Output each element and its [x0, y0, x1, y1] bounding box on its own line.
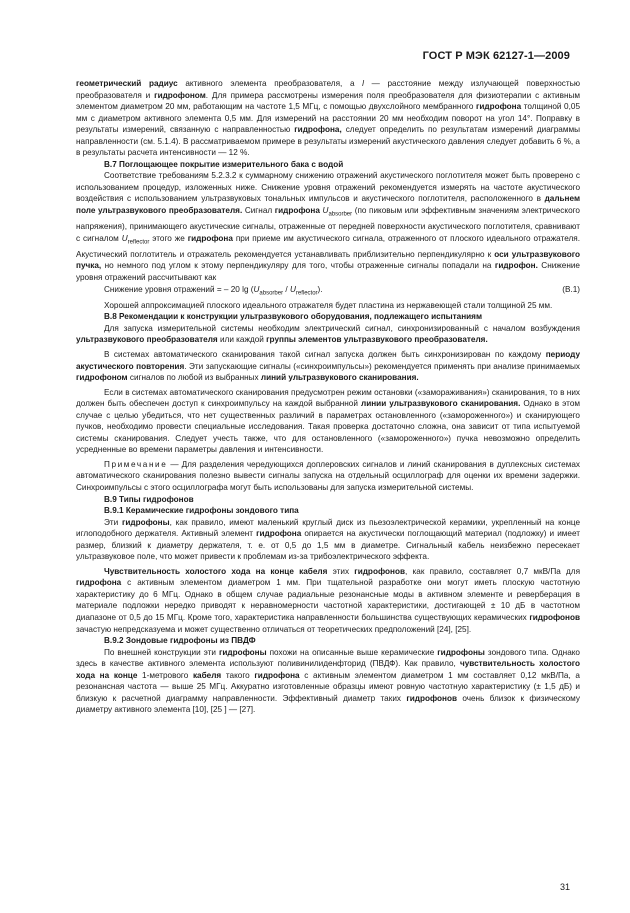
text-run: Снижение уровня отражений = – 20 lg ( [104, 284, 254, 294]
note-paragraph [76, 459, 580, 494]
text-run: геометрический радиус [76, 79, 178, 88]
text-run: такого [221, 670, 255, 680]
text-run: гидрофоном [76, 373, 128, 383]
text-run: 1-метрового [137, 670, 193, 680]
text-run: Если в системах автоматического сканирования предусмотрен режим остановки («замораживания») сканирования, то в них должен быть обеспечен доступ к синхроимпульсу на каждой выбранной [76, 387, 580, 409]
text-run: гидрофонов [354, 566, 405, 576]
text-run: U [121, 233, 128, 243]
text-run: Снижение уровня отражений рассчитывают как [76, 261, 580, 283]
text-run: оси ультразвукового пучка, [76, 249, 580, 271]
text-run: гидрофона [256, 529, 302, 539]
text-run: периоду акустического повторения [76, 349, 580, 371]
text-run: . Для примера рассмотрены измерения поля преобразователя для физиотерапии с активным элементом диаметром 20 мм, работающим на частоте 1,5 МГц, с помощью двухслойного мембранного [76, 90, 580, 112]
formula-number: (В.1) [562, 284, 580, 294]
text-run: U [322, 206, 329, 216]
text-run: группы элементов ультразвукового преобразователя. [266, 335, 488, 345]
section-heading-b9: В.9 Типы гидрофонов [104, 494, 194, 504]
text-run: Чувствительность холостого хода на конце кабеля [104, 566, 328, 576]
paragraph-absorber [76, 170, 580, 283]
text-run: reflector [127, 239, 150, 246]
text-run: дальнем поле ультразвукового преобразователя. [76, 194, 580, 216]
formula-b1 [76, 284, 580, 300]
text-run: ультразвукового преобразователя [76, 335, 218, 345]
formula-expression [104, 284, 323, 300]
text-run: Соответствие требованиям 5.2.3.2 к суммарному снижению отражений акустического поглотителя может быть проверено с использованием процедур, изложенных ниже. Снижение уровня отражений рекомендуется измерять на частоте акустического воздействия с использованием ультразвуковых тональных импульсов и акустического поглотителя, расположенного в [76, 171, 580, 204]
text-run: гидрофона [187, 233, 233, 243]
text-run: ). [317, 284, 323, 294]
section-heading-b91: В.9.1 Керамические гидрофоны зондового типа [104, 506, 299, 516]
text-run: гидрофонов [529, 612, 580, 622]
text-run: гидрофона, [294, 125, 342, 135]
text-run: зондового типа. Однако здесь в качестве активного элемента используют поливинилиденфторид (ПВДФ). Как правило, [76, 647, 580, 669]
page-number: 31 [559, 882, 570, 892]
text-run: чувствительность холостого хода на конце [76, 659, 580, 680]
text-run: reflector [295, 290, 318, 297]
text-run: гидрофона [76, 578, 122, 588]
text-run: U [253, 284, 260, 294]
text-run: гидрофоны [437, 647, 485, 657]
section-heading-b92: В.9.2 Зондовые гидрофоны из ПВДФ [104, 636, 256, 646]
note-label: Примечание [104, 459, 168, 469]
text-run: Хорошей аппроксимацией плоского идеального отражателя будет пластина из нержавеющей стали толщиной 25 мм. [104, 300, 553, 310]
section-heading-b7: В.7 Поглощающее покрытие измерительного бака с водой [104, 159, 344, 169]
text-run: гидрофонов [406, 693, 458, 703]
text-run: В системах автоматического сканирования такой сигнал запуска должен быть синхронизирован по каждому [104, 349, 546, 359]
text-run: (по пиковым или эффективным значениям электрического напряжения), принимающего акустические сигналы, отраженные от передней поверхности акустического поглотителя, сравнивают с сигналом [76, 206, 580, 243]
text-run: гидрофона [475, 102, 522, 112]
text-run: следует определить по результатам измерений диаграммы направленности (см. 5.1.4). В рассматриваемом примере в результаты измерений акустического давления следует добавить 6 %, а в результаты расчета интенсивности — 12 %. [76, 125, 580, 158]
paragraph-sensitivity [76, 566, 580, 635]
paragraph-trigger-signal [76, 323, 580, 346]
text-run: Однако в этом случае с целью убедиться, что нет существенных различий в параметрах остановленного («замороженного») и сканирующего пучков, необходимо провести специальные исследования. Такая проверка достаточно сложна, она зависит от типа испытуемой системы сканирования. Следует учесть также, что для остановленного («замороженного») пучка невозможно определить усредненные во времени параметры давления и интенсивности. [76, 399, 580, 455]
paragraph-ceramic-hydrophones [76, 517, 580, 563]
text-run: гидрофоны [121, 517, 170, 527]
text-run: . Эти запускающие сигналы («синхроимпульсы») рекомендуется применять при анализе принимаемых [184, 361, 580, 371]
paragraph-sync-pulses [76, 349, 580, 384]
text-run: с активным элементом диаметром 1 мм. При тщательной разработке они могут иметь плоскую частотную характеристику до 6 МГц. Однако в общем случае радиальные резонансные моды в активном элементе и реверберация в материале подложки нередко приводят к неравномерности частотной характеристики, достигающей ± 10 дБ в частотном диапазоне от 0,5 до 15 МГц. Кроме того, характеристика направленности большинства существующих керамических [76, 578, 580, 622]
paragraph-freeze-mode [76, 387, 580, 456]
text-run: U [289, 284, 296, 294]
paragraph-reflector [76, 300, 580, 312]
text-run: этого же [149, 233, 188, 243]
text-run: с активным элементом диаметром 1 мм составляет 0,12 мкВ/Па, а резонансная частота — выше 25 МГц. Аккуратно изготовленные образцы имеют ровную частотную характеристику (± 1,5 дБ) и близкую к расчетной диаграмму направленности. Эффективный диаметр таких [76, 670, 580, 703]
text-run: этих [327, 566, 355, 576]
text-run: сигналов по любой из выбранных [127, 373, 261, 383]
text-run: , как правило, составляет 0,7 мкВ/Па для [404, 566, 580, 576]
text-run: По внешней конструкции эти [104, 647, 219, 657]
text-run: или каждой [217, 335, 267, 345]
standard-header: ГОСТ Р МЭК 62127-1—2009 [422, 50, 570, 62]
text-run: — Для разделения чередующихся доплеровских сигналов и линий сканирования в дуплексных системах автоматического сканирования полезно вывести сигналы запуска на отдельный осциллограф для оценки их времени задержки. Синхроимпульсы с этого осциллографа могут быть использованы для запуска измерительной системы. [76, 459, 580, 492]
text-run: активного элемента преобразователя, а [177, 79, 363, 88]
text-run: гидрофон. [494, 261, 538, 271]
text-run: линий ультразвукового сканирования. [260, 373, 419, 383]
text-run: , как правило, имеют маленький круглый диск из пьезоэлектрической керамики, укрепленный на конце иглоподобного держателя. Активный элемент [76, 517, 580, 539]
text-run: absorber [259, 290, 284, 297]
text-run: / [283, 284, 290, 294]
text-run: гидрофона [254, 670, 300, 680]
text-run: но немного под углом к этому перпендикуляру для того, чтобы отраженные сигналы попадали на [101, 261, 495, 271]
text-run: опирается на акустически поглощающий материал (подложку) и имеет размер, близкий к диаметру держателя, т. е. от 0,5 до 1,5 мм в диаметре. Сигнальный кабель неизбежно пересекает ультразвуковое поле, что может привести к проблемам из-за трибоэлектрического эффекта. [76, 529, 580, 562]
text-run: absorber [328, 211, 353, 218]
text-run: l [362, 79, 364, 88]
page-body [76, 78, 580, 716]
text-run: очень близок к физическому диаметру активного элемента [10], [25 ] — [27]. [76, 693, 580, 715]
text-run: Для запуска измерительной системы необходим электрический сигнал, синхронизированный с началом возбуждения [104, 323, 580, 333]
text-run: кабеля [192, 670, 222, 680]
section-heading-b8: В.8 Рекомендации к конструкции ультразвукового оборудования, подлежащего испытаниям [104, 312, 483, 322]
text-run: зачастую непредсказуема и может существенно отличаться от теоретических предположений [24], [25]. [76, 624, 472, 634]
paragraph-pvdf-hydrophones [76, 647, 580, 716]
text-run: толщиной 0,05 мм с диаметром активного элемента 0,5 мм. Для измерений на расстоянии 20 мм необходим поворот на угол 14°. Поправку в результаты измерений, связанную с направленностью [76, 102, 580, 135]
text-run: гидрофона [274, 206, 320, 216]
text-run: при приеме им акустического сигнала, отраженного от плоского идеального отражателя. Акустический поглотитель и отражатель рекомендуется устанавливать приблизительно перпендикулярно к [76, 233, 580, 259]
text-run: похожи на описанные выше керамические [266, 647, 438, 657]
text-run: гидрофоном [154, 90, 206, 100]
text-run: линии ультразвукового сканирования. [361, 399, 521, 409]
text-run: Сигнал [242, 206, 275, 216]
text-run: гидрофоны [218, 647, 267, 657]
paragraph-directivity [76, 78, 580, 159]
text-run: — расстояние между излучающей поверхностью преобразователя и [76, 79, 580, 100]
text-run: Эти [104, 517, 122, 527]
